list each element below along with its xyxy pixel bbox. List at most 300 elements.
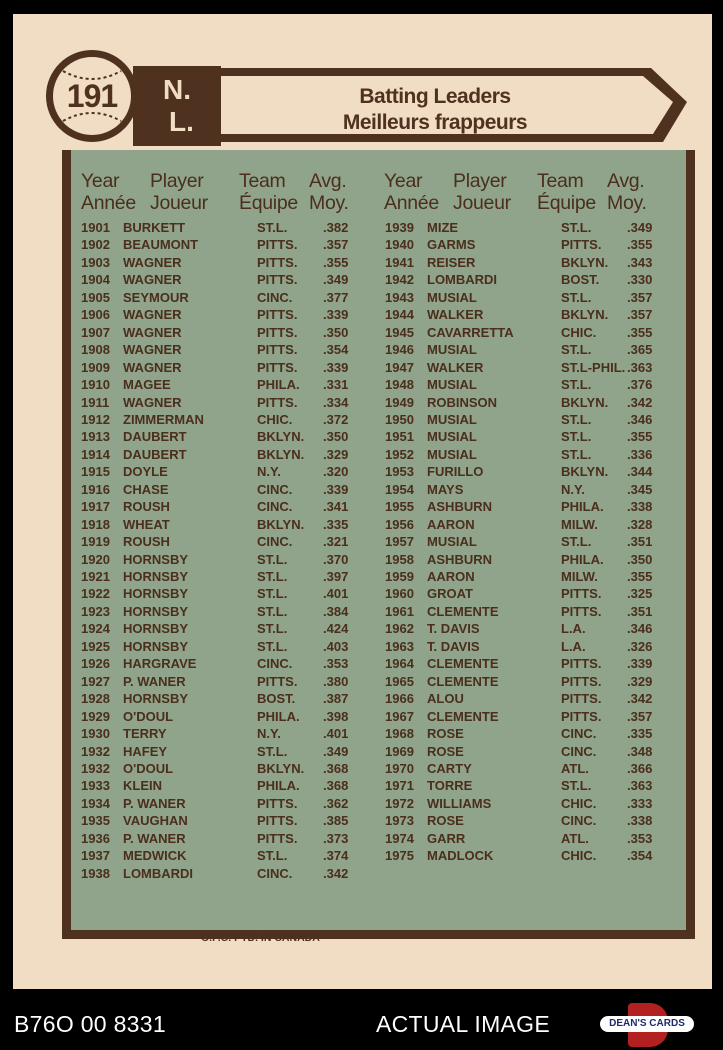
cell-player: DAUBERT [123, 429, 187, 445]
cell-year: 1955 [385, 499, 414, 515]
cell-year: 1907 [81, 324, 110, 340]
cell-team: L.A. [561, 621, 586, 637]
cell-year: 1949 [385, 394, 414, 410]
cell-avg: .334 [323, 394, 349, 410]
cell-team: ST.L. [257, 603, 288, 619]
cell-year: 1927 [81, 673, 110, 689]
cell-avg: .401 [323, 586, 349, 602]
cell-team: CHIC. [257, 411, 293, 427]
baseball-card [13, 14, 712, 989]
cell-avg: .320 [323, 464, 349, 480]
cell-player: BURKETT [123, 220, 186, 235]
cell-year: 1905 [81, 289, 110, 305]
cell-player: MADLOCK [427, 848, 494, 864]
deans-cards-logo [600, 1003, 694, 1047]
cell-avg: .387 [323, 691, 349, 707]
title-english: Batting Leaders [359, 85, 511, 108]
cell-player: MUSIAL [427, 377, 477, 393]
cell-avg: .365 [627, 342, 653, 358]
cell-team: ATL. [561, 830, 589, 846]
cell-player: WAGNER [123, 359, 182, 375]
cell-player: TERRY [123, 726, 167, 742]
cell-avg: .348 [627, 743, 653, 759]
cell-year: 1918 [81, 516, 110, 532]
cell-year: 1967 [385, 708, 414, 724]
cell-player: WAGNER [123, 394, 182, 410]
cell-team: ST.L. [257, 848, 288, 864]
cell-player: MUSIAL [427, 289, 477, 305]
cell-year: 1956 [385, 516, 414, 532]
cell-avg: .398 [323, 708, 349, 724]
cell-avg: .357 [627, 289, 653, 305]
cell-team: PITTS. [561, 656, 602, 672]
cell-team: PITTS. [257, 795, 298, 811]
cell-player: FURILLO [427, 464, 484, 480]
cell-player: CLEMENTE [427, 656, 499, 672]
cell-avg: .353 [323, 656, 349, 672]
cell-year: 1970 [385, 760, 414, 776]
cell-avg: .384 [323, 603, 349, 619]
cell-year: 1974 [385, 830, 414, 846]
cell-player: WAGNER [123, 342, 182, 358]
cell-avg: .397 [323, 569, 349, 584]
cell-year: 1935 [81, 813, 110, 829]
cell-year: 1920 [81, 551, 110, 567]
cell-team: BKLYN. [561, 394, 609, 410]
cell-avg: .424 [323, 621, 349, 637]
cell-avg: .331 [323, 377, 349, 393]
cell-team: PHILA. [257, 377, 300, 393]
cell-player: T. DAVIS [427, 638, 480, 654]
cell-team: PITTS. [257, 272, 298, 288]
cell-year: 1944 [385, 307, 414, 323]
cell-year: 1961 [385, 603, 414, 619]
cell-team: PITTS. [257, 307, 298, 323]
cell-year: 1953 [385, 464, 414, 480]
cell-team: N.Y. [257, 726, 281, 742]
cell-team: N.Y. [561, 481, 585, 497]
cell-team: CINC. [257, 534, 293, 550]
cell-player: CLEMENTE [427, 603, 499, 619]
cell-avg: .357 [323, 237, 349, 253]
cell-team: ST.L. [257, 569, 288, 584]
cell-year: 1934 [81, 795, 110, 811]
cell-year: 1963 [385, 638, 414, 654]
cell-avg: .357 [627, 307, 653, 323]
cell-player: ROSE [427, 813, 464, 829]
cell-avg: .346 [627, 411, 653, 427]
cell-team: BKLYN. [561, 464, 609, 480]
header-team: Team Équipe [239, 170, 298, 214]
cell-player: WILLIAMS [427, 795, 492, 811]
cell-player: MAYS [427, 481, 464, 497]
cell-avg: .321 [323, 534, 349, 550]
cell-year: 1966 [385, 691, 414, 707]
cell-player: ALOU [427, 691, 464, 707]
cell-player: SEYMOUR [123, 289, 189, 305]
cell-team: MILW. [561, 569, 598, 584]
cell-player: HAFEY [123, 743, 168, 759]
cell-avg: .339 [323, 481, 349, 497]
cell-avg: .373 [323, 830, 349, 846]
cell-avg: .377 [323, 289, 349, 305]
cell-team: ST.L. [561, 429, 592, 445]
cell-avg: .329 [323, 446, 349, 462]
cell-team: CINC. [561, 726, 597, 742]
cell-year: 1948 [385, 377, 414, 393]
cell-year: 1975 [385, 848, 414, 864]
cell-player: WAGNER [123, 324, 182, 340]
cell-year: 1901 [81, 220, 110, 235]
cell-avg: .349 [323, 743, 349, 759]
cell-year: 1947 [385, 359, 414, 375]
cell-player: HORNSBY [123, 569, 189, 584]
cell-avg: .355 [323, 254, 349, 270]
cell-year: 1904 [81, 272, 110, 288]
cell-player: DOYLE [123, 464, 168, 480]
cell-player: MIZE [427, 220, 459, 235]
cell-team: PITTS. [561, 673, 602, 689]
cell-avg: .336 [627, 446, 653, 462]
cell-team: BKLYN. [257, 516, 305, 532]
cell-team: CINC. [561, 743, 597, 759]
stats-panel [62, 150, 695, 939]
cell-team: ST.L. [257, 621, 288, 637]
cell-year: 1932 [81, 743, 110, 759]
cell-team: PITTS. [561, 691, 602, 707]
cell-avg: .350 [323, 324, 349, 340]
cell-year: 1945 [385, 324, 414, 340]
cell-team: BKLYN. [561, 254, 609, 270]
cell-avg: .341 [323, 499, 349, 515]
cell-player: HORNSBY [123, 551, 189, 567]
cell-team: ST.L. [561, 289, 592, 305]
cell-team: BKLYN. [257, 760, 305, 776]
cell-avg: .350 [323, 429, 349, 445]
cell-avg: .351 [627, 534, 653, 550]
cell-year: 1908 [81, 342, 110, 358]
cell-avg: .376 [627, 377, 653, 393]
cell-team: BKLYN. [257, 446, 305, 462]
cell-player: MAGEE [123, 377, 171, 393]
cell-player: ROSE [427, 743, 464, 759]
cell-year: 1973 [385, 813, 414, 829]
header-avg: Avg. Moy. [607, 170, 647, 214]
cell-team: PHILA. [257, 708, 300, 724]
cell-player: P. WANER [123, 673, 186, 689]
cell-year: 1964 [385, 656, 414, 672]
cell-year: 1925 [81, 638, 110, 654]
cell-avg: .382 [323, 220, 349, 235]
cell-avg: .401 [323, 726, 349, 742]
cell-player: ZIMMERMAN [123, 411, 204, 427]
cell-year: 1914 [81, 446, 110, 462]
cell-team: ST.L. [561, 220, 592, 235]
cell-player: BEAUMONT [123, 237, 199, 253]
cell-year: 1946 [385, 342, 414, 358]
cell-avg: .335 [627, 726, 653, 742]
cell-player: ROSE [427, 726, 464, 742]
cell-team: PITTS. [561, 237, 602, 253]
cell-avg: .372 [323, 411, 349, 427]
cell-player: O'DOUL [123, 708, 174, 724]
cell-year: 1952 [385, 446, 414, 462]
cell-year: 1932 [81, 760, 110, 776]
cell-team: ST.L. [561, 377, 592, 393]
cell-team: BOST. [561, 272, 600, 288]
league-badge [133, 66, 221, 146]
cell-year: 1912 [81, 411, 110, 427]
cell-year: 1919 [81, 534, 110, 550]
cell-player: GARMS [427, 237, 476, 253]
cell-team: N.Y. [257, 464, 281, 480]
cell-player: O'DOUL [123, 760, 174, 776]
cell-team: CINC. [257, 656, 293, 672]
cell-team: PHILA. [561, 551, 604, 567]
cell-player: P. WANER [123, 830, 186, 846]
header-avg: Avg. Moy. [309, 170, 349, 214]
header-player: Player Joueur [453, 170, 511, 214]
cell-team: PITTS. [257, 237, 298, 253]
print-note: O.P.C. PTD. IN CANADA [201, 932, 320, 944]
league-line-2: L. [169, 106, 194, 137]
cell-team: ST.L. [257, 743, 288, 759]
actual-image-label: ACTUAL IMAGE [376, 1011, 550, 1037]
cell-team: PITTS. [257, 830, 298, 846]
cell-player: WAGNER [123, 254, 182, 270]
cell-team: ST.L. [257, 551, 288, 567]
cell-avg: .355 [627, 429, 653, 445]
cell-player: ASHBURN [427, 499, 492, 515]
cell-year: 1903 [81, 254, 110, 270]
cell-year: 1965 [385, 673, 414, 689]
cell-year: 1957 [385, 534, 414, 550]
cell-player: GARR [427, 830, 466, 846]
cell-avg: .355 [627, 324, 653, 340]
cell-team: BOST. [257, 691, 296, 707]
cell-avg: .345 [627, 481, 653, 497]
cell-player: HORNSBY [123, 621, 189, 637]
cell-year: 1913 [81, 429, 110, 445]
cell-avg: .374 [323, 848, 349, 864]
cell-avg: .362 [323, 795, 349, 811]
cell-team: PITTS. [257, 673, 298, 689]
cell-player: GROAT [427, 586, 473, 602]
cell-team: ATL. [561, 760, 589, 776]
cell-team: ST.L. [561, 411, 592, 427]
cell-team: PITTS. [561, 586, 602, 602]
cell-team: CINC. [257, 499, 293, 515]
logo-text: DEAN'S CARDS [600, 1016, 694, 1032]
cell-year: 1915 [81, 464, 110, 480]
cell-player: WALKER [427, 307, 484, 323]
cell-team: BKLYN. [561, 307, 609, 323]
cell-player: LOMBARDI [123, 865, 194, 881]
cell-player: ASHBURN [427, 551, 492, 567]
cell-year: 1923 [81, 603, 110, 619]
cell-avg: .338 [627, 813, 653, 829]
title-french: Meilleurs frappeurs [342, 111, 528, 134]
cell-year: 1971 [385, 778, 414, 794]
cell-avg: .344 [627, 464, 653, 480]
cell-team: MILW. [561, 516, 598, 532]
cell-year: 1902 [81, 237, 110, 253]
cell-team: ST.L. [257, 586, 288, 602]
cell-year: 1950 [385, 411, 414, 427]
cell-year: 1926 [81, 656, 110, 672]
cell-avg: .343 [627, 254, 653, 270]
cell-year: 1958 [385, 551, 414, 567]
header-player: Player Joueur [150, 170, 208, 214]
cell-year: 1906 [81, 307, 110, 323]
cell-avg: .385 [323, 813, 349, 829]
cell-avg: .342 [627, 691, 653, 707]
cell-team: PITTS. [257, 342, 298, 358]
cell-team: CHIC. [561, 795, 597, 811]
cell-team: CINC. [561, 813, 597, 829]
cell-player: HARGRAVE [123, 656, 197, 672]
card-number: 191 [66, 77, 118, 114]
cell-year: 1916 [81, 481, 110, 497]
cell-team: PHILA. [561, 499, 604, 515]
cell-team: PITTS. [257, 394, 298, 410]
cell-player: MUSIAL [427, 429, 477, 445]
cell-team: PITTS. [257, 324, 298, 340]
cell-team: ST.L. [257, 638, 288, 654]
cell-avg: .351 [627, 603, 653, 619]
cell-year: 1943 [385, 289, 414, 305]
cell-player: KLEIN [123, 778, 162, 794]
cell-player: CLEMENTE [427, 708, 499, 724]
cell-year: 1937 [81, 848, 110, 864]
cell-avg: .346 [627, 621, 653, 637]
cell-avg: .339 [323, 307, 349, 323]
cell-team: BKLYN. [257, 429, 305, 445]
cell-team: PITTS. [257, 813, 298, 829]
cell-player: WALKER [427, 359, 484, 375]
cell-year: 1941 [385, 254, 414, 270]
cell-year: 1954 [385, 481, 414, 497]
cell-player: MUSIAL [427, 534, 477, 550]
cell-player: MUSIAL [427, 342, 477, 358]
cell-player: DAUBERT [123, 446, 187, 462]
cell-player: HORNSBY [123, 638, 189, 654]
cell-year: 1962 [385, 621, 414, 637]
cell-avg: .330 [627, 272, 653, 288]
cell-player: AARON [427, 516, 475, 532]
cell-player: P. WANER [123, 795, 186, 811]
cell-avg: .333 [627, 795, 653, 811]
cell-year: 1928 [81, 691, 110, 707]
header-year: Year Année [384, 170, 439, 214]
cell-team: ST.L. [561, 534, 592, 550]
cell-year: 1921 [81, 569, 110, 584]
cell-year: 1951 [385, 429, 414, 445]
cell-player: ROUSH [123, 499, 170, 515]
cell-player: TORRE [427, 778, 473, 794]
cell-avg: .366 [627, 760, 653, 776]
cell-player: WAGNER [123, 272, 182, 288]
cell-team: CHIC. [561, 324, 597, 340]
cell-team: CHIC. [561, 848, 597, 864]
league-line-1: N. [163, 74, 191, 105]
cell-avg: .363 [627, 778, 653, 794]
cell-year: 1911 [81, 394, 110, 410]
cell-player: HORNSBY [123, 691, 189, 707]
cell-avg: .403 [323, 638, 349, 654]
cell-year: 1933 [81, 778, 110, 794]
cell-team: PITTS. [561, 708, 602, 724]
cell-avg: .325 [627, 586, 653, 602]
cell-team: CINC. [257, 865, 293, 881]
cell-avg: .357 [627, 708, 653, 724]
cell-player: VAUGHAN [123, 813, 188, 829]
cell-player: T. DAVIS [427, 621, 480, 637]
cell-year: 1942 [385, 272, 414, 288]
cell-avg: .339 [627, 656, 653, 672]
header-team: Team Équipe [537, 170, 596, 214]
cell-avg: .349 [323, 272, 349, 288]
cell-player: WHEAT [123, 516, 170, 532]
cell-avg: .368 [323, 760, 349, 776]
cell-player: CLEMENTE [427, 673, 499, 689]
cell-team: PITTS. [257, 254, 298, 270]
cell-player: CHASE [123, 481, 169, 497]
cell-avg: .329 [627, 673, 653, 689]
cell-avg: .326 [627, 638, 653, 654]
cell-avg: .349 [627, 220, 653, 235]
cell-team: PITTS. [257, 359, 298, 375]
cell-player: ROUSH [123, 534, 170, 550]
cert-number: B76O 00 8331 [14, 1011, 166, 1037]
cell-team: CINC. [257, 481, 293, 497]
cell-player: HORNSBY [123, 603, 189, 619]
cell-team: PHILA. [257, 778, 300, 794]
header-year: Year Année [81, 170, 136, 214]
cell-avg: .335 [323, 516, 349, 532]
cell-year: 1930 [81, 726, 110, 742]
cell-player: ROBINSON [427, 394, 498, 410]
cell-avg: .339 [323, 359, 349, 375]
cell-year: 1909 [81, 359, 110, 375]
cell-year: 1960 [385, 586, 414, 602]
cell-year: 1936 [81, 830, 110, 846]
cell-player: CAVARRETTA [427, 324, 514, 340]
cell-avg: .354 [627, 848, 653, 864]
cell-avg: .338 [627, 499, 653, 515]
cell-avg: .328 [627, 516, 653, 532]
cell-team: PITTS. [561, 603, 602, 619]
baseball-icon [46, 50, 138, 142]
cell-player: WAGNER [123, 307, 182, 323]
title-ribbon [211, 64, 701, 154]
cell-player: REISER [427, 254, 476, 270]
cell-year: 1938 [81, 865, 110, 881]
cell-player: HORNSBY [123, 586, 189, 602]
cell-player: MUSIAL [427, 446, 477, 462]
cell-avg: .350 [627, 551, 653, 567]
cell-avg: .363 [627, 359, 653, 375]
cell-avg: .380 [323, 673, 349, 689]
cell-avg: .353 [627, 830, 653, 846]
cell-year: 1969 [385, 743, 414, 759]
cell-year: 1929 [81, 708, 110, 724]
cell-avg: .368 [323, 778, 349, 794]
cell-year: 1922 [81, 586, 110, 602]
cell-team: ST.L. [561, 342, 592, 358]
cell-year: 1968 [385, 726, 414, 742]
cell-team: ST.L. [561, 446, 592, 462]
